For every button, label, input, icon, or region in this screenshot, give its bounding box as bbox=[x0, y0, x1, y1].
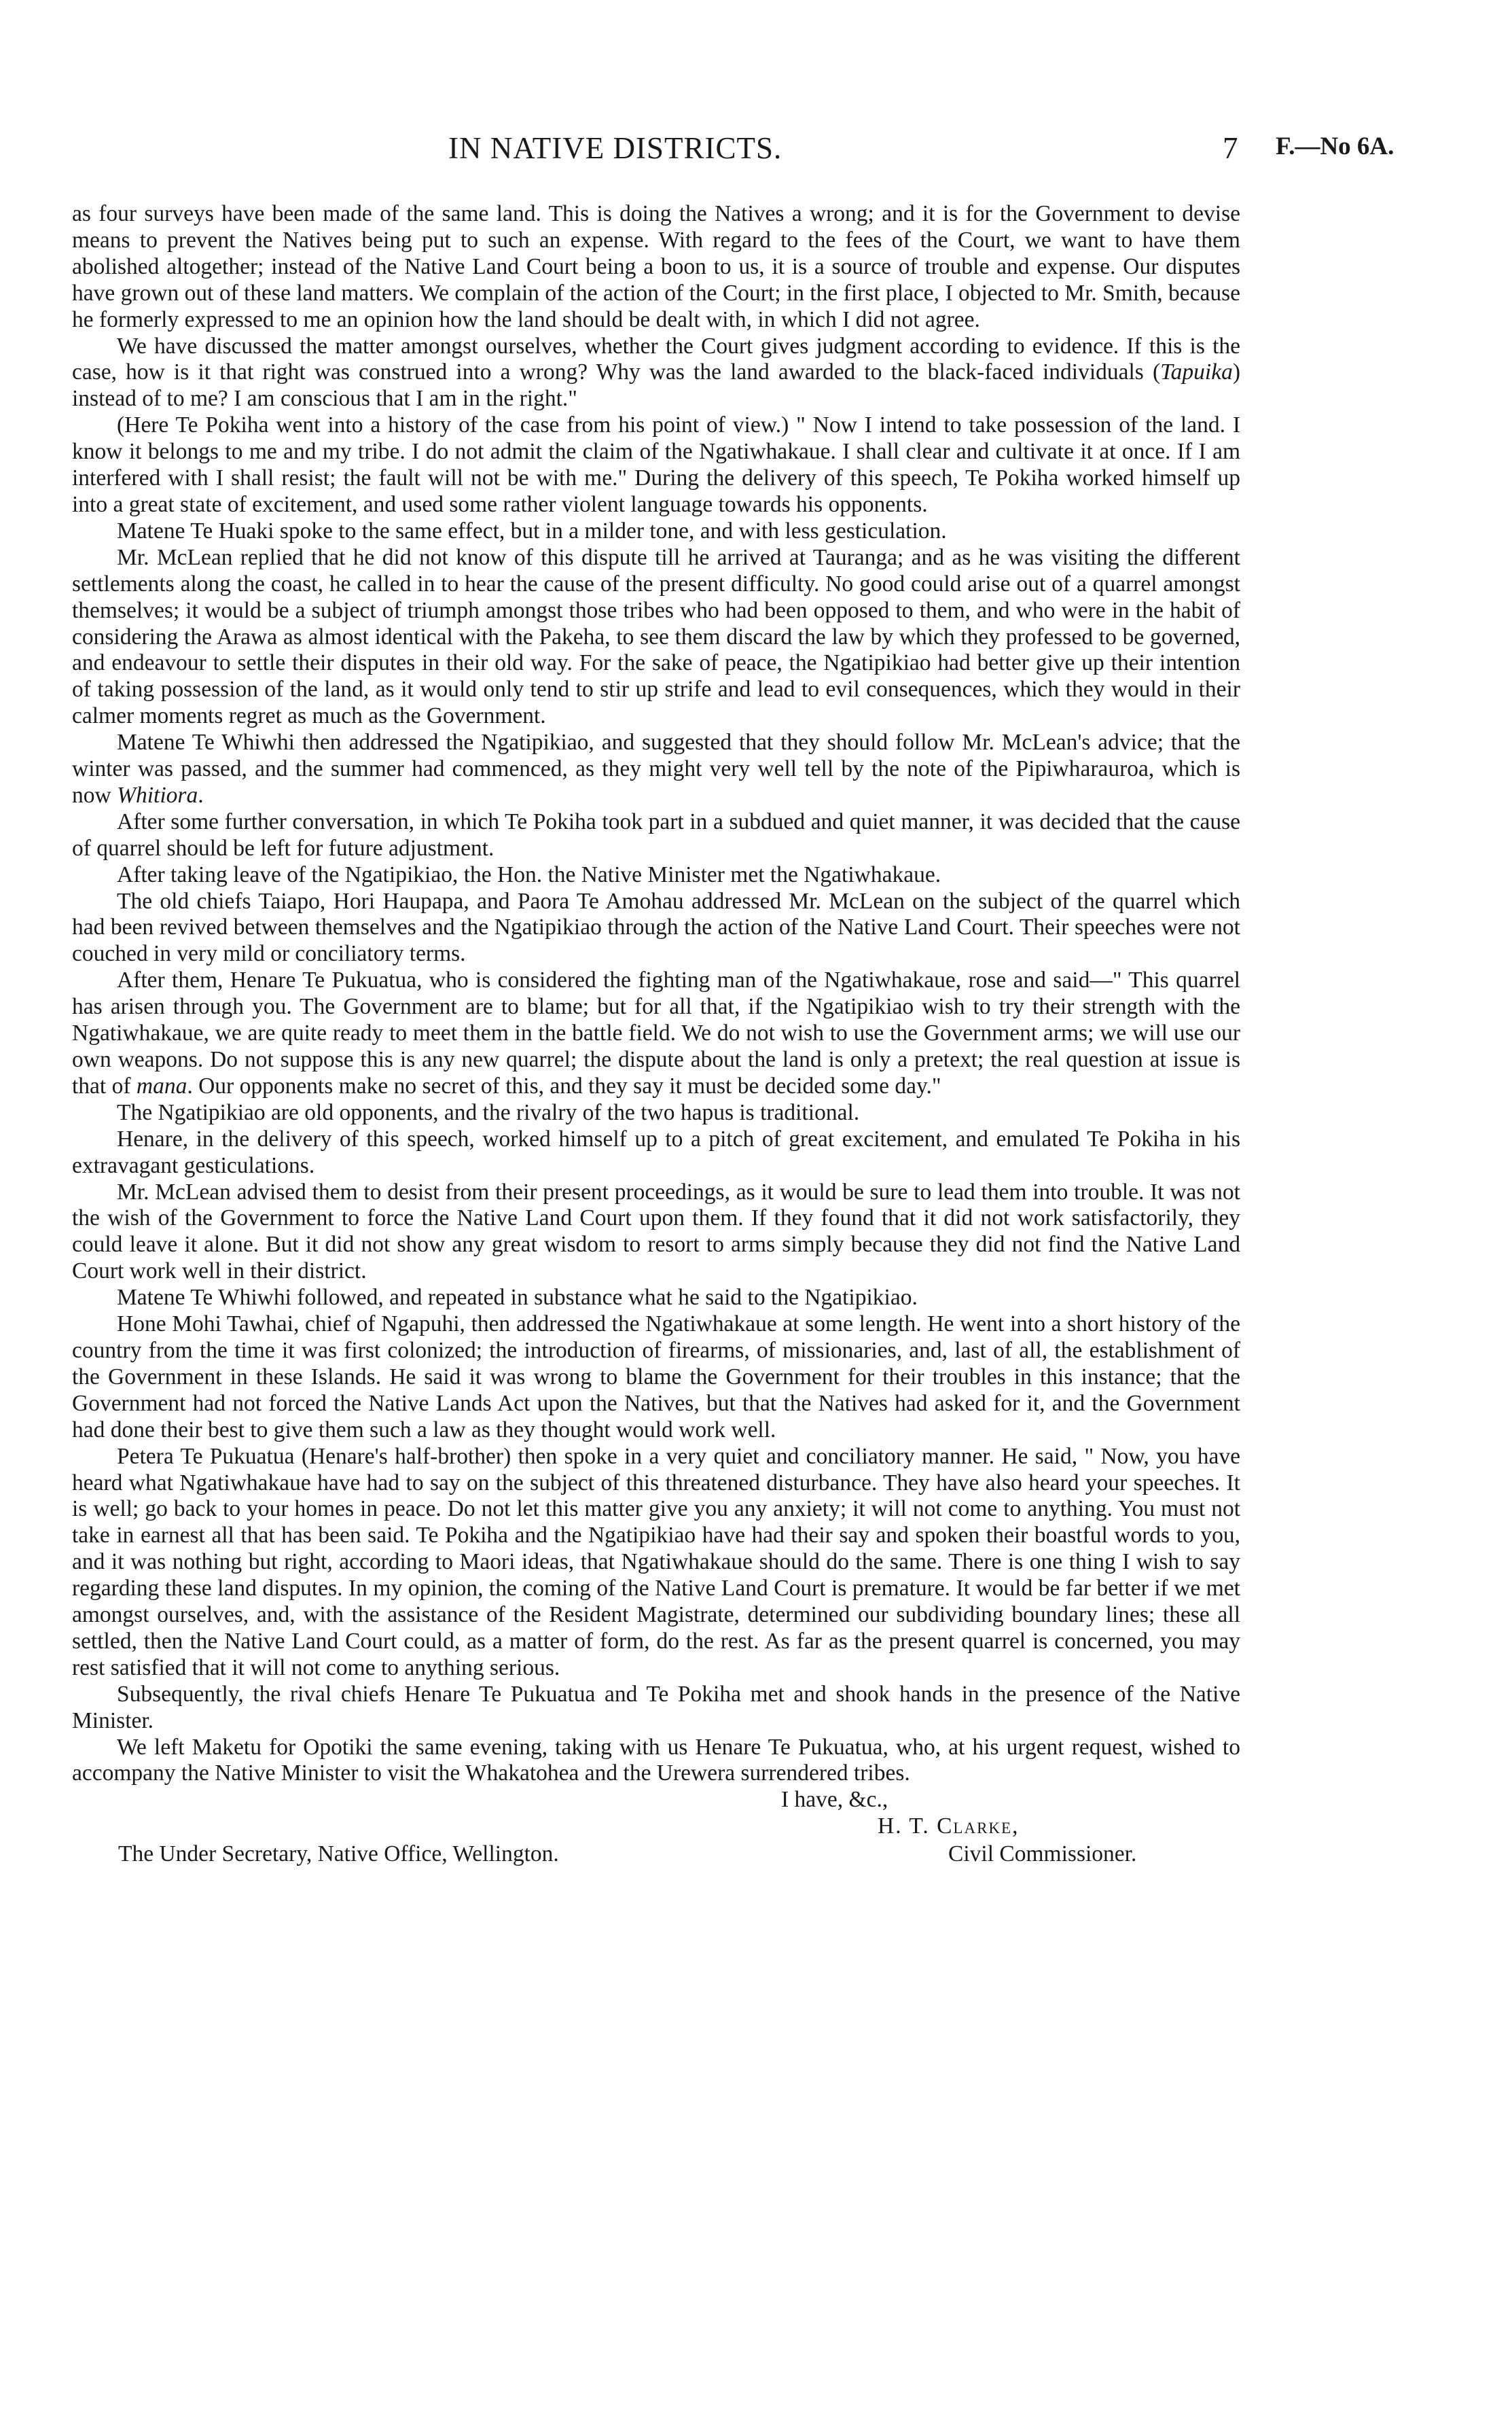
running-title: IN NATIVE DISTRICTS. bbox=[448, 131, 782, 165]
paragraph: Hone Mohi Tawhai, chief of Ngapuhi, then addressed the Ngatiwhakaue at some length. He went into a short history of the country from the time it was first colonized; the introduction of firearms, of missionaries, and, last of all, the establishment of the Government in these Islands. He said it was wrong to blame the Government for their troubles in this instance; that the Government had not forced the Native Lands Act upon the Natives, but that the Natives had asked for it, and the Government had done their best to give them such a law as they thought would work well. bbox=[72, 1311, 1240, 1442]
paragraph: Mr. McLean replied that he did not know of this dispute till he arrived at Tauranga; and as he was visiting the different settlements along the coast, he called in to hear the cause of the present difficulty. No good could arise out of a quarrel amongst themselves; it would be a subject of triumph amongst those tribes who had been opposed to them, and who were in the habit of considering the Arawa as almost identical with the Pakeha, to see them discard the law by which they professed to be governed, and endeavour to settle their disputes in their old way. For the sake of peace, the Ngatipikiao had better give up their intention of taking possession of the land, as it would only tend to stir up strife and lead to evil consequences, which they would in their calmer moments regret as much as the Government. bbox=[72, 544, 1240, 729]
paragraph: After taking leave of the Ngatipikiao, the Hon. the Native Minister met the Ngatiwhakaue. bbox=[117, 862, 941, 887]
paragraph: The Ngatipikiao are old opponents, and the rivalry of the two hapus is traditional. bbox=[117, 1099, 860, 1125]
report-body bbox=[72, 201, 1240, 1866]
paragraph: The old chiefs Taiapo, Hori Haupapa, and Paora Te Amohau addressed Mr. McLean on the subject of the quarrel which had been revived between themselves and the Ngatipikiao through the action of the Native Land Court. Their speeches were not couched in very mild or conciliatory terms. bbox=[72, 888, 1240, 967]
page-header bbox=[0, 130, 1512, 171]
letter-closing bbox=[72, 1787, 1240, 1866]
signatory-name: H. T. Clarke, bbox=[878, 1813, 1020, 1839]
paragraph: Matene Te Whiwhi followed, and repeated in substance what he said to the Ngatipikiao. bbox=[117, 1285, 918, 1311]
paragraph: Henare, in the delivery of this speech, worked himself up to a pitch of great excitement, and emulated Te Pokiha in his extravagant gesticulations. bbox=[72, 1126, 1240, 1178]
page-number: 7 bbox=[1223, 131, 1238, 165]
paper-reference: F.—No 6A. bbox=[1276, 132, 1394, 160]
paragraph: After some further conversation, in which Te Pokiha took part in a subdued and quiet manner, it was decided that the cause of quarrel should be left for future adjustment. bbox=[72, 809, 1240, 861]
paragraph: Matene Te Huaki spoke to the same effect, but in a milder tone, and with less gesticulation. bbox=[117, 518, 947, 544]
paragraph: as four surveys have been made of the same land. This is doing the Natives a wrong; and it is for the Government to devise means to prevent the Natives being put to such an expense. With regard to the fees of the Court, we want to have them abolished altogether; instead of the Native Land Court being a boon to us, it is a source of trouble and expense. Our disputes have grown out of these land matters. We complain of the action of the Court; in the first place, I objected to Mr. Smith, because he formerly expressed to me an opinion how the land should be dealt with, in which I did not agree. bbox=[72, 201, 1240, 332]
paragraph: We left Maketu for Opotiki the same evening, taking with us Henare Te Pukuatua, who, at his urgent request, wished to accompany the Native Minister to visit the Whakatohea and the Urewera surrendered tribes. bbox=[72, 1734, 1240, 1786]
paragraph: We have discussed the matter amongst ourselves, whether the Court gives judgment according to evidence. If this is the case, how is it that right was construed into a wrong? Why was the land awarded to the black-faced individuals (Tapuika) instead of to me? I am conscious that I am in the right." bbox=[72, 333, 1240, 412]
paragraph: Subsequently, the rival chiefs Henare Te Pukuatua and Te Pokiha met and shook hands in the presence of the Native Minister. bbox=[72, 1681, 1240, 1733]
addressee: The Under Secretary, Native Office, Wellington. bbox=[118, 1841, 559, 1867]
signatory-title: Civil Commissioner. bbox=[948, 1841, 1137, 1867]
paragraph: Matene Te Whiwhi then addressed the Ngatipikiao, and suggested that they should follow Mr. McLean's advice; that the winter was passed, and the summer had commenced, as they might very well tell by the note of the Pipiwharauroa, which is now Whitiora. bbox=[72, 730, 1240, 808]
paragraph: Petera Te Pukuatua (Henare's half-brother) then spoke in a very quiet and conciliatory manner. He said, " Now, you have heard what Ngatiwhakaue have had to say on the subject of this threatened disturbance. They have also heard your speeches. It is well; go back to your homes in peace. Do not let this matter give you any anxiety; it will not come to anything. You must not take in earnest all that has been said. Te Pokiha and the Ngatipikiao have had their say and spoken their boastful words to you, and it was nothing but right, according to Maori ideas, that Ngatiwhakaue should do the same. There is one thing I wish to say regarding these land disputes. In my opinion, the coming of the Native Land Court is premature. It would be far better if we met amongst ourselves, and, with the assistance of the Resident Magistrate, determined our subdividing boundary lines; these all settled, then the Native Land Court could, as a matter of form, do the rest. As far as the present quarrel is concerned, you may rest satisfied that it will not come to anything serious. bbox=[72, 1443, 1240, 1680]
valediction: I have, &c., bbox=[781, 1787, 888, 1813]
paragraph: Mr. McLean advised them to desist from their present proceedings, as it would be sure to lead them into trouble. It was not the wish of the Government to force the Native Land Court upon them. If they found that it did not work satisfactorily, they could leave it alone. But it did not show any great wisdom to resort to arms simply because they did not find the Native Land Court work well in their district. bbox=[72, 1179, 1240, 1284]
paragraph: After them, Henare Te Pukuatua, who is considered the fighting man of the Ngatiwhakaue, rose and said—" This quarrel has arisen through you. The Government are to blame; but for all that, if the Ngatipikiao wish to try their strength with the Ngatiwhakaue, we are quite ready to meet them in the battle field. We do not wish to use the Government arms; we will use our own weapons. Do not suppose this is any new quarrel; the dispute about the land is only a pretext; the real question at issue is that of mana. Our opponents make no secret of this, and they say it must be decided some day." bbox=[72, 968, 1240, 1099]
paragraph: (Here Te Pokiha went into a history of the case from his point of view.) " Now I intend to take possession of the land. I know it belongs to me and my tribe. I do not admit the claim of the Ngatiwhakaue. I shall clear and cultivate it at once. If I am interfered with I shall resist; the fault will not be with me." During the delivery of this speech, Te Pokiha worked himself up into a great state of excitement, and used some rather violent language towards his opponents. bbox=[72, 412, 1240, 517]
